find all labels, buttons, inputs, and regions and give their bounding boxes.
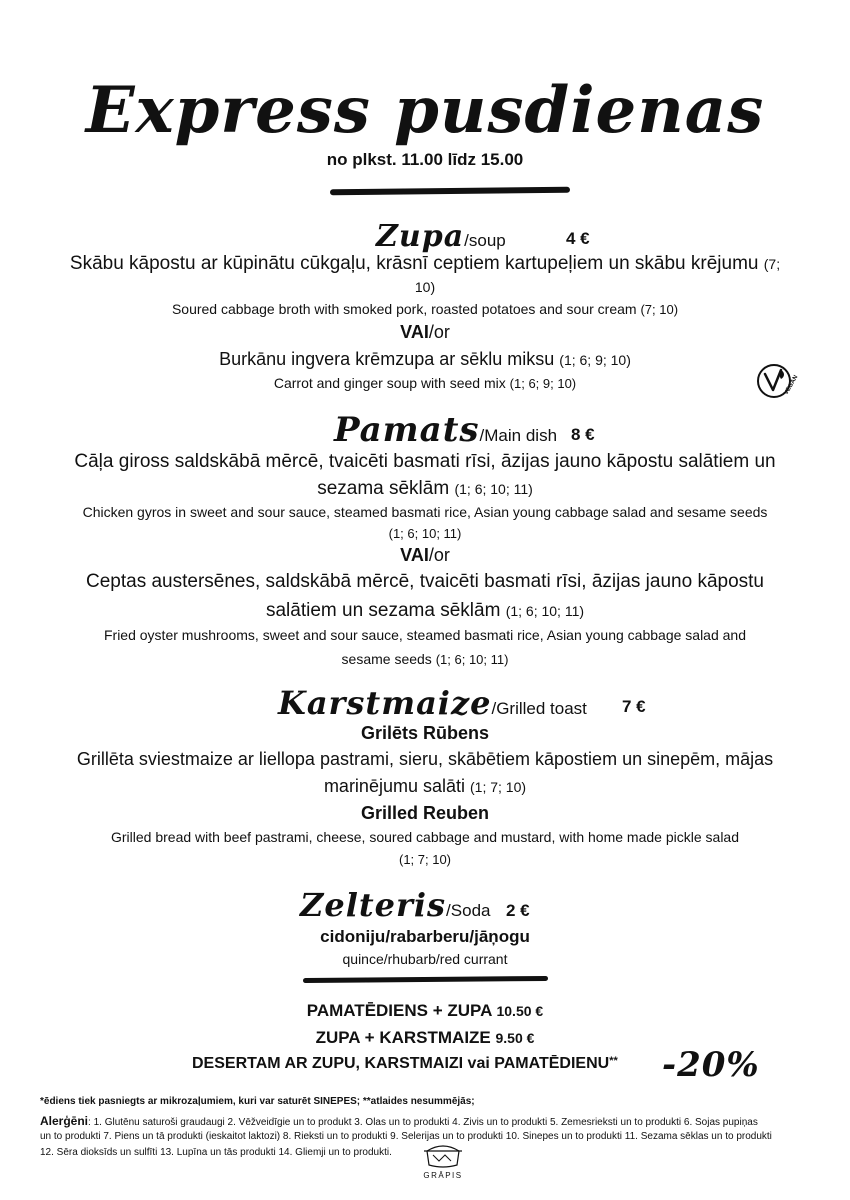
main-or-rest: /or bbox=[428, 545, 450, 565]
toast-desc-lv-allergens: (1; 7; 10) bbox=[470, 779, 527, 795]
soda-heading-en: /Soda bbox=[446, 901, 491, 920]
main-item1-lv-line2 bbox=[0, 478, 850, 500]
main-item2-lv-line2 bbox=[0, 600, 850, 622]
toast-desc-en-line2: (1; 7; 10) bbox=[398, 852, 452, 867]
soda-price: 2 € bbox=[506, 901, 530, 920]
soup-or-rest: /or bbox=[428, 322, 450, 342]
soda-flavors-en: quince/rhubarb/red currant bbox=[342, 951, 508, 967]
main-item1-en-line1: Chicken gyros in sweet and sour sauce, steamed basmati rice, Asian young cabbage salad and sesame seeds bbox=[82, 504, 768, 520]
allergens-line1 bbox=[40, 1114, 758, 1128]
combo-main-soup bbox=[0, 1001, 850, 1021]
main-item2-en-line2 bbox=[0, 651, 850, 667]
soup-item2-en bbox=[0, 375, 850, 391]
soup-item2-en-allergens: (1; 6; 9; 10) bbox=[509, 376, 577, 391]
combo-soup-toast-label: ZUPA + KARSTMAIZE bbox=[315, 1028, 491, 1047]
soup-item2-lv bbox=[0, 349, 850, 370]
dessert-offer bbox=[192, 1055, 618, 1073]
main-item2-en-allergens: (1; 6; 10; 11) bbox=[435, 652, 509, 667]
allergens-title: Alerģēni bbox=[40, 1114, 89, 1128]
dessert-discount: -20% bbox=[662, 1045, 760, 1085]
main-or-bold: VAI bbox=[400, 545, 429, 565]
soup-or-bold: VAI bbox=[400, 322, 429, 342]
soda-divider bbox=[303, 976, 548, 983]
soda-flavors-lv: cidoniju/rabarberu/jāņogu bbox=[320, 927, 530, 946]
main-item2-lv-line1: Ceptas austersēnes, saldskābā mērcē, tvaicēti basmati rīsi, āzijas jauno kāpostu bbox=[86, 571, 764, 592]
soda-heading-script: Zelteris bbox=[300, 886, 447, 924]
toast-name-lv: Grilēts Rūbens bbox=[360, 723, 490, 743]
combo-soup-toast-price: 9.50 € bbox=[495, 1030, 535, 1046]
main-heading-en: /Main dish bbox=[479, 426, 558, 445]
allergens-line1-text: : 1. Glutēnu saturoši graudaugi 2. Vēžveidīgie un to produkt 3. Olas un to produkti 4. Zivis un to produkti 5. Zemesrieksti un to produkti 6. Sojas pupiņas bbox=[88, 1117, 758, 1128]
soup-heading bbox=[376, 219, 506, 254]
soup-item1-lv-allergens: (7; bbox=[763, 256, 781, 272]
soup-item1-lv-allergens-cont: 10) bbox=[414, 279, 436, 295]
soup-item2-en-text: Carrot and ginger soup with seed mix bbox=[273, 375, 506, 391]
soup-item1-en-text: Soured cabbage broth with smoked pork, roasted potatoes and sour cream bbox=[171, 301, 637, 317]
soup-item1-en-allergens: (7; 10) bbox=[640, 302, 679, 317]
grapis-logo-text: GRĀPIS bbox=[423, 1171, 463, 1180]
toast-desc-en-line1: Grilled bread with beef pastrami, cheese, soured cabbage and mustard, with home made pickle salad bbox=[110, 829, 739, 845]
main-item2-lv-line2-text: salātiem un sezama sēklām bbox=[265, 600, 501, 621]
combo-main-soup-label: PAMATĒDIENS + ZUPA bbox=[306, 1001, 492, 1020]
main-item1-lv-line2-text: sezama sēklām bbox=[317, 478, 450, 499]
main-item2-en-line1: Fried oyster mushrooms, sweet and sour sauce, steamed basmati rice, Asian young cabbage salad and bbox=[103, 627, 746, 643]
main-item1-lv-line1: Cāļa giross saldskābā mērcē, tvaicēti basmati rīsi, āzijas jauno kāpostu salātiem un bbox=[74, 451, 776, 472]
main-item1-lv-allergens: (1; 6; 10; 11) bbox=[454, 481, 533, 497]
soup-price: 4 € bbox=[566, 229, 590, 248]
allergens-line2: un to produkti 7. Piens un tā produkti (ieskaitot laktozi) 8. Rieksti un to produkti 9. Selerijas un to produkti 10. Sinepes un to produkti 11. Sezama sēklas un to produkti bbox=[40, 1131, 772, 1142]
vegan-label: VEGAN bbox=[783, 374, 800, 396]
toast-heading-en: /Grilled toast bbox=[491, 699, 587, 718]
dessert-offer-text: DESERTAM AR ZUPU, KARSTMAIZI vai PAMATĒDIENU bbox=[192, 1055, 610, 1072]
toast-heading-script: Karstmaize bbox=[278, 684, 492, 722]
main-or-divider bbox=[0, 545, 850, 566]
main-item1-en-line2: (1; 6; 10; 11) bbox=[388, 526, 462, 541]
allergens-line3: 12. Sēra dioksīds un sulfīti 13. Lupīna un tās produkti 14. Gliemji un to produkti. bbox=[40, 1147, 392, 1158]
soup-item1-lv-text: Skābu kāpostu ar kūpinātu cūkgaļu, krāsnī ceptiem kartupeļiem un skābu krējumu bbox=[69, 253, 759, 274]
soup-heading-en: /soup bbox=[464, 231, 506, 250]
soup-item1-lv bbox=[0, 253, 850, 275]
footer-note: *ēdiens tiek pasniegts ar mikrozaļumiem, kuri var saturēt SINEPES; **atlaides nesummējās; bbox=[40, 1096, 475, 1107]
toast-desc-lv-line2 bbox=[0, 776, 850, 797]
soup-heading-script: Zupa bbox=[376, 219, 465, 254]
main-item2-lv-allergens: (1; 6; 10; 11) bbox=[505, 603, 585, 619]
grapis-logo-icon bbox=[421, 1141, 465, 1169]
vegan-icon bbox=[754, 361, 800, 401]
soup-or-divider bbox=[0, 322, 850, 343]
main-item2-en-line2-text: sesame seeds bbox=[341, 651, 432, 667]
header-divider bbox=[330, 187, 570, 196]
toast-heading bbox=[278, 684, 587, 722]
toast-price: 7 € bbox=[622, 697, 646, 716]
menu-title: Express pusdienas bbox=[85, 73, 765, 148]
soda-heading bbox=[300, 886, 490, 924]
dessert-offer-mark: ** bbox=[609, 1055, 618, 1067]
toast-desc-lv-line1: Grillēta sviestmaize ar liellopa pastrami, sieru, skābētiem kāpostiem un sinepēm, mājas bbox=[76, 749, 774, 769]
toast-name-en: Grilled Reuben bbox=[360, 803, 490, 823]
combo-main-soup-price: 10.50 € bbox=[496, 1003, 544, 1019]
main-price: 8 € bbox=[571, 425, 595, 444]
serving-hours: no plkst. 11.00 līdz 15.00 bbox=[326, 150, 524, 169]
toast-desc-lv-line2-text: marinējumu salāti bbox=[323, 776, 465, 796]
main-heading bbox=[334, 410, 557, 450]
soup-item2-lv-allergens: (1; 6; 9; 10) bbox=[559, 352, 631, 368]
soup-item2-lv-text: Burkānu ingvera krēmzupa ar sēklu miksu bbox=[219, 349, 555, 369]
soup-item1-en bbox=[0, 301, 850, 317]
main-heading-script: Pamats bbox=[334, 410, 480, 450]
